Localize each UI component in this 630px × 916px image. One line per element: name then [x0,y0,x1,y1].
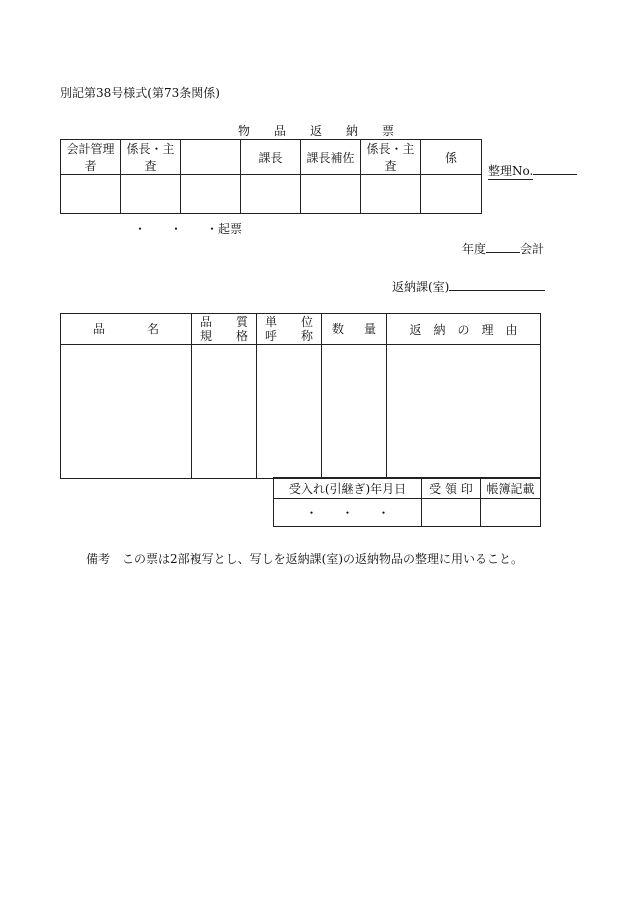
col-header-name-2: 名 [146,322,159,336]
items-body-cell [192,345,257,479]
quality-char: 品 [200,315,213,329]
approval-header-kakaricho-1: 係長・主査 [121,140,181,175]
col-header-reason: 返 納 の 理 由 [387,314,541,345]
col-header-quantity [322,314,387,345]
approval-seal-cell [61,175,121,214]
nendo-blank [486,240,520,253]
approval-header-kaikei-kanrisha: 会計管理者 [61,140,121,175]
col-header-unit [257,314,322,345]
date-line: ・ ・ ・起票 [134,222,243,236]
seiri-no [488,162,577,179]
approval-seal-cell [361,175,421,214]
approval-seal-cell [241,175,301,214]
items-body-cell [257,345,322,479]
ledger-cell [481,499,541,527]
quantity-char: 数 [332,322,345,336]
approval-seal-cell [121,175,181,214]
approval-seal-cell [301,175,361,214]
seiri-no-blank [533,162,577,175]
receipt-date-header: 受入れ(引継ぎ)年月日 [274,478,422,499]
unit-char: 称 [300,329,313,343]
nendo-line [462,240,544,257]
receipt-seal-cell [422,499,481,527]
form-label: 別記第38号様式(第73条関係) [60,86,220,100]
items-body-cell [61,345,192,479]
approval-header-kakaricho-2: 係長・主査 [361,140,421,175]
quality-char: 格 [235,329,248,343]
col-header-name [61,314,192,345]
items-body-cell [322,345,387,479]
seiri-no-label: 整理No. [488,164,534,178]
col-header-quality [192,314,257,345]
quality-char: 質 [235,315,248,329]
receipt-date-value: ・ ・ ・ [274,499,422,527]
form-title: 物 品 返 納 票 [238,124,395,138]
return-dept-blank [449,278,545,291]
approval-seal-cell [421,175,482,214]
nendo-label: 年度 [462,242,487,256]
receipt-table [273,477,541,527]
unit-char: 単 [265,315,278,329]
kaikei-label: 会計 [520,242,545,256]
quality-char: 規 [200,329,213,343]
approval-header-kacho-hosa: 課長補佐 [301,140,361,175]
items-table [60,313,541,479]
return-dept [392,278,545,295]
unit-char: 呼 [265,329,278,343]
items-body-cell [387,345,541,479]
return-dept-label: 返納課(室) [392,280,450,294]
approval-header-kacho: 課長 [241,140,301,175]
approval-table [60,139,482,214]
quantity-char: 量 [363,322,376,336]
ledger-header: 帳簿記載 [481,478,541,499]
receipt-seal-header: 受 領 印 [422,478,481,499]
unit-char: 位 [300,315,313,329]
approval-header-kakari: 係 [421,140,482,175]
approval-seal-cell [181,175,241,214]
approval-header-blank [181,140,241,175]
note: 備考 この票は2部複写とし、写しを返納課(室)の返納物品の整理に用いること。 [86,552,524,566]
col-header-name-1: 品 [93,322,106,336]
